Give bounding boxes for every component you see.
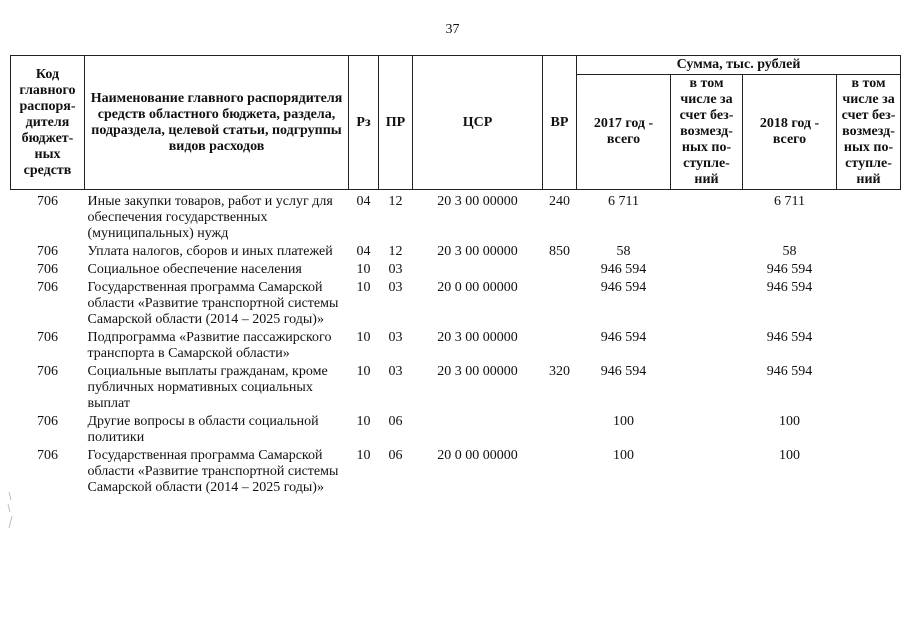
cell-2017-grants xyxy=(671,262,743,280)
cell-2018-total: 946 594 xyxy=(766,330,813,345)
cell-code: 706 xyxy=(37,280,58,295)
header-2017-total: 2017 год - всего xyxy=(577,75,671,190)
cell-2018-grants xyxy=(837,448,901,498)
cell-2017-grants xyxy=(671,414,743,448)
cell-2017-grants xyxy=(671,280,743,330)
cell-code: 706 xyxy=(37,262,58,277)
header-name: Наименование главного распорядителя средств областного бюджета, раздела, подраздела, целевой статьи, подгруппы видов расходов xyxy=(85,56,349,190)
cell-2018-grants xyxy=(837,414,901,448)
cell-2017-total: 100 xyxy=(613,448,634,463)
cell-vr xyxy=(543,262,577,280)
cell-rz: 10 xyxy=(356,330,371,345)
header-rz: Рз xyxy=(349,56,379,190)
header-2017-grants: в том числе за счет без-возмезд-ных по-ступле-ний xyxy=(671,75,743,190)
scan-artifact-mark xyxy=(6,490,20,530)
cell-pr: 03 xyxy=(388,262,403,277)
table-row xyxy=(11,190,901,245)
cell-pr: 03 xyxy=(388,280,403,295)
header-code: Код главного распоря-дителя бюджет-ных средств xyxy=(11,56,85,190)
cell-2017-total: 946 594 xyxy=(600,262,647,277)
cell-2017-total: 946 594 xyxy=(600,330,647,345)
cell-2018-total: 6 711 xyxy=(774,194,805,209)
cell-rz: 04 xyxy=(356,244,371,259)
cell-rz: 10 xyxy=(356,280,371,295)
cell-vr xyxy=(543,414,577,448)
header-2018-grants: в том числе за счет без-возмезд-ных по-ступле-ний xyxy=(837,75,901,190)
cell-vr xyxy=(543,280,577,330)
cell-code: 706 xyxy=(37,194,58,209)
cell-2017-grants xyxy=(671,330,743,364)
header-sum: Сумма, тыс. рублей xyxy=(577,56,901,75)
cell-csr: 20 3 00 00000 xyxy=(437,244,518,259)
cell-2018-total: 100 xyxy=(779,414,800,429)
cell-2018-grants xyxy=(837,262,901,280)
cell-vr: 240 xyxy=(549,194,570,209)
cell-2017-total: 946 594 xyxy=(600,280,647,295)
cell-rz: 10 xyxy=(356,414,371,429)
header-vr: ВР xyxy=(543,56,577,190)
cell-pr: 06 xyxy=(388,448,403,463)
cell-2018-total: 100 xyxy=(779,448,800,463)
cell-rz: 10 xyxy=(356,262,371,277)
cell-2018-total: 946 594 xyxy=(766,262,813,277)
cell-csr xyxy=(413,414,543,448)
cell-csr: 20 3 00 00000 xyxy=(437,364,518,379)
table-header xyxy=(11,56,901,190)
cell-2017-total: 58 xyxy=(616,244,631,259)
cell-pr: 12 xyxy=(388,244,403,259)
cell-2017-grants xyxy=(671,448,743,498)
cell-2017-grants xyxy=(671,190,743,245)
table-row xyxy=(11,244,901,262)
cell-code: 706 xyxy=(37,414,58,429)
cell-pr: 12 xyxy=(388,194,403,209)
cell-pr: 03 xyxy=(388,364,403,379)
cell-name: Иные закупки товаров, работ и услуг для обеспечения государственных (муниципальных) нужд xyxy=(87,194,333,241)
cell-2017-total: 946 594 xyxy=(600,364,647,379)
cell-name: Социальные выплаты гражданам, кроме публичных нормативных социальных выплат xyxy=(87,364,328,411)
cell-rz: 04 xyxy=(356,194,371,209)
cell-vr xyxy=(543,448,577,498)
cell-2018-grants xyxy=(837,364,901,414)
cell-csr: 20 0 00 00000 xyxy=(437,280,518,295)
cell-vr: 320 xyxy=(549,364,570,379)
table-row xyxy=(11,330,901,364)
cell-rz: 10 xyxy=(356,364,371,379)
cell-rz: 10 xyxy=(356,448,371,463)
cell-2017-grants xyxy=(671,244,743,262)
table-body xyxy=(11,190,901,499)
cell-name: Социальное обеспечение населения xyxy=(87,262,302,277)
cell-pr: 06 xyxy=(388,414,403,429)
budget-table xyxy=(10,55,901,498)
cell-code: 706 xyxy=(37,330,58,345)
cell-name: Уплата налогов, сборов и иных платежей xyxy=(87,244,333,259)
table-row xyxy=(11,364,901,414)
cell-2018-total: 58 xyxy=(782,244,797,259)
header-csr: ЦСР xyxy=(413,56,543,190)
cell-2018-total: 946 594 xyxy=(766,364,813,379)
cell-2017-total: 100 xyxy=(613,414,634,429)
table-row xyxy=(11,280,901,330)
cell-2017-total: 6 711 xyxy=(608,194,639,209)
header-2018-total: 2018 год - всего xyxy=(743,75,837,190)
page-number: 37 xyxy=(445,22,460,37)
cell-name: Другие вопросы в области социальной политики xyxy=(87,414,319,445)
cell-csr xyxy=(413,262,543,280)
cell-2018-grants xyxy=(837,244,901,262)
cell-2018-grants xyxy=(837,330,901,364)
cell-2018-grants xyxy=(837,190,901,245)
header-pr: ПР xyxy=(379,56,413,190)
cell-2018-grants xyxy=(837,280,901,330)
cell-csr: 20 3 00 00000 xyxy=(437,194,518,209)
cell-code: 706 xyxy=(37,364,58,379)
table-row xyxy=(11,262,901,280)
cell-name: Подпрограмма «Развитие пассажирского транспорта в Самарской области» xyxy=(87,330,332,361)
cell-name: Государственная программа Самарской области «Развитие транспортной системы Самарской области (2014 – 2025 годы)» xyxy=(87,280,339,327)
cell-code: 706 xyxy=(37,448,58,463)
cell-csr: 20 0 00 00000 xyxy=(437,448,518,463)
cell-vr: 850 xyxy=(549,244,570,259)
cell-vr xyxy=(543,330,577,364)
cell-code: 706 xyxy=(37,244,58,259)
table-row xyxy=(11,448,901,498)
cell-pr: 03 xyxy=(388,330,403,345)
cell-2017-grants xyxy=(671,364,743,414)
cell-csr: 20 3 00 00000 xyxy=(437,330,518,345)
cell-name: Государственная программа Самарской области «Развитие транспортной системы Самарской области (2014 – 2025 годы)» xyxy=(87,448,339,495)
table-row xyxy=(11,414,901,448)
cell-2018-total: 946 594 xyxy=(766,280,813,295)
